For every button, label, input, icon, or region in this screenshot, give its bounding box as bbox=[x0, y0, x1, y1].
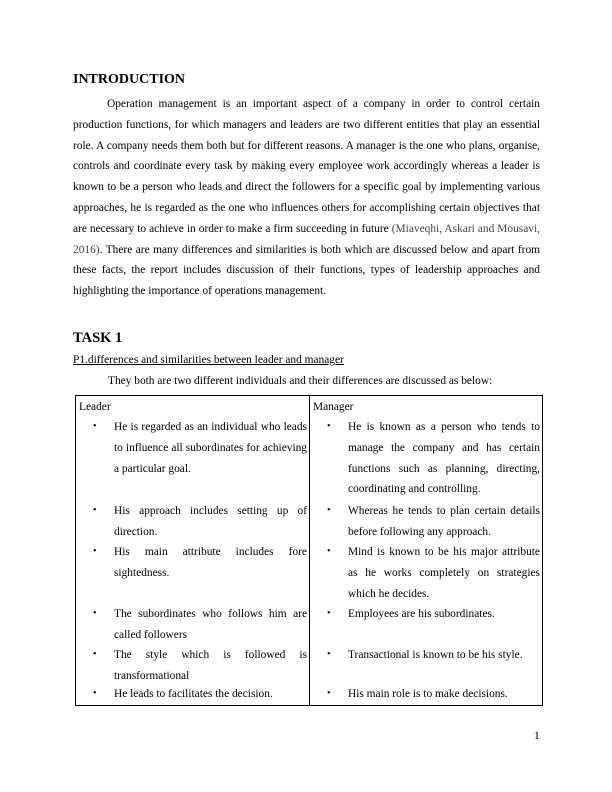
column-divider bbox=[309, 396, 310, 705]
bullet-icon: • bbox=[93, 421, 97, 432]
bullet-icon: • bbox=[327, 505, 331, 516]
leader-item: He is regarded as an individual who leads to influence all subordinates for achieving a particular goal. bbox=[114, 421, 307, 475]
section-subheading: P1.differences and similarities between leader and manager bbox=[73, 354, 344, 366]
manager-item: Transactional is known to be his style. bbox=[348, 649, 523, 661]
bullet-icon: • bbox=[327, 688, 331, 699]
leader-item: His main attribute includes fore sightedness. bbox=[114, 546, 307, 579]
introduction-heading: INTRODUCTION bbox=[73, 72, 186, 87]
intro-text: Operation management is an important aspect of a company in order to control certain production functions, for which managers and leaders are two different entities that play an essential role. A company needs them both but for different reasons. A manager is the one who plans, organise, controls and coordinate every task by making every employee work accordingly whereas a leader is known to be a person who leads and direct the followers for a specific goal by implementing various approaches, he is regarded as the one who influences others for accomplishing certain objectives that are necessary to achieve in order to make a firm succeeding in future bbox=[73, 98, 540, 235]
leader-item: The style which is followed is transformational bbox=[114, 649, 307, 682]
bullet-icon: • bbox=[327, 546, 331, 557]
bullet-icon: • bbox=[93, 546, 97, 557]
bullet-icon: • bbox=[93, 608, 97, 619]
manager-item: His main role is to make decisions. bbox=[348, 688, 508, 700]
intro-text-end: . There are many differences and similarities is both which are discussed below and apart from these facts, the report includes discussion of their functions, types of leadership approaches and highlighting the importance of operations management. bbox=[73, 243, 540, 298]
bullet-icon: • bbox=[93, 688, 97, 699]
manager-item: Whereas he tends to plan certain details before following any approach. bbox=[348, 505, 540, 538]
citation: (Miaveqhi, Askari and Mousavi, 2016) bbox=[73, 222, 540, 256]
leader-column-header: Leader bbox=[79, 401, 111, 413]
manager-item: Employees are his subordinates. bbox=[348, 608, 495, 620]
bullet-icon: • bbox=[93, 649, 97, 660]
bullet-icon: • bbox=[93, 505, 97, 516]
bullet-icon: • bbox=[327, 421, 331, 432]
table-intro-text: They both are two different individuals and their differences are discussed as below: bbox=[108, 375, 493, 387]
manager-column-header: Manager bbox=[313, 401, 354, 413]
comparison-table bbox=[75, 395, 543, 706]
leader-item: The subordinates who follows him are called followers bbox=[114, 608, 307, 641]
manager-item: Mind is known to be his major attribute as he works completely on strategies which he decides. bbox=[348, 546, 540, 600]
bullet-icon: • bbox=[327, 649, 331, 660]
leader-item: He leads to facilitates the decision. bbox=[114, 688, 273, 700]
leader-item: His approach includes setting up of direction. bbox=[114, 505, 307, 538]
task-heading: TASK 1 bbox=[73, 330, 123, 346]
introduction-paragraph bbox=[73, 94, 540, 302]
manager-item: He is known as a person who tends to manage the company and has certain functions such as planning, directing, coordinating and controlling. bbox=[348, 421, 540, 496]
page-number: 1 bbox=[534, 730, 540, 742]
bullet-icon: • bbox=[327, 608, 331, 619]
